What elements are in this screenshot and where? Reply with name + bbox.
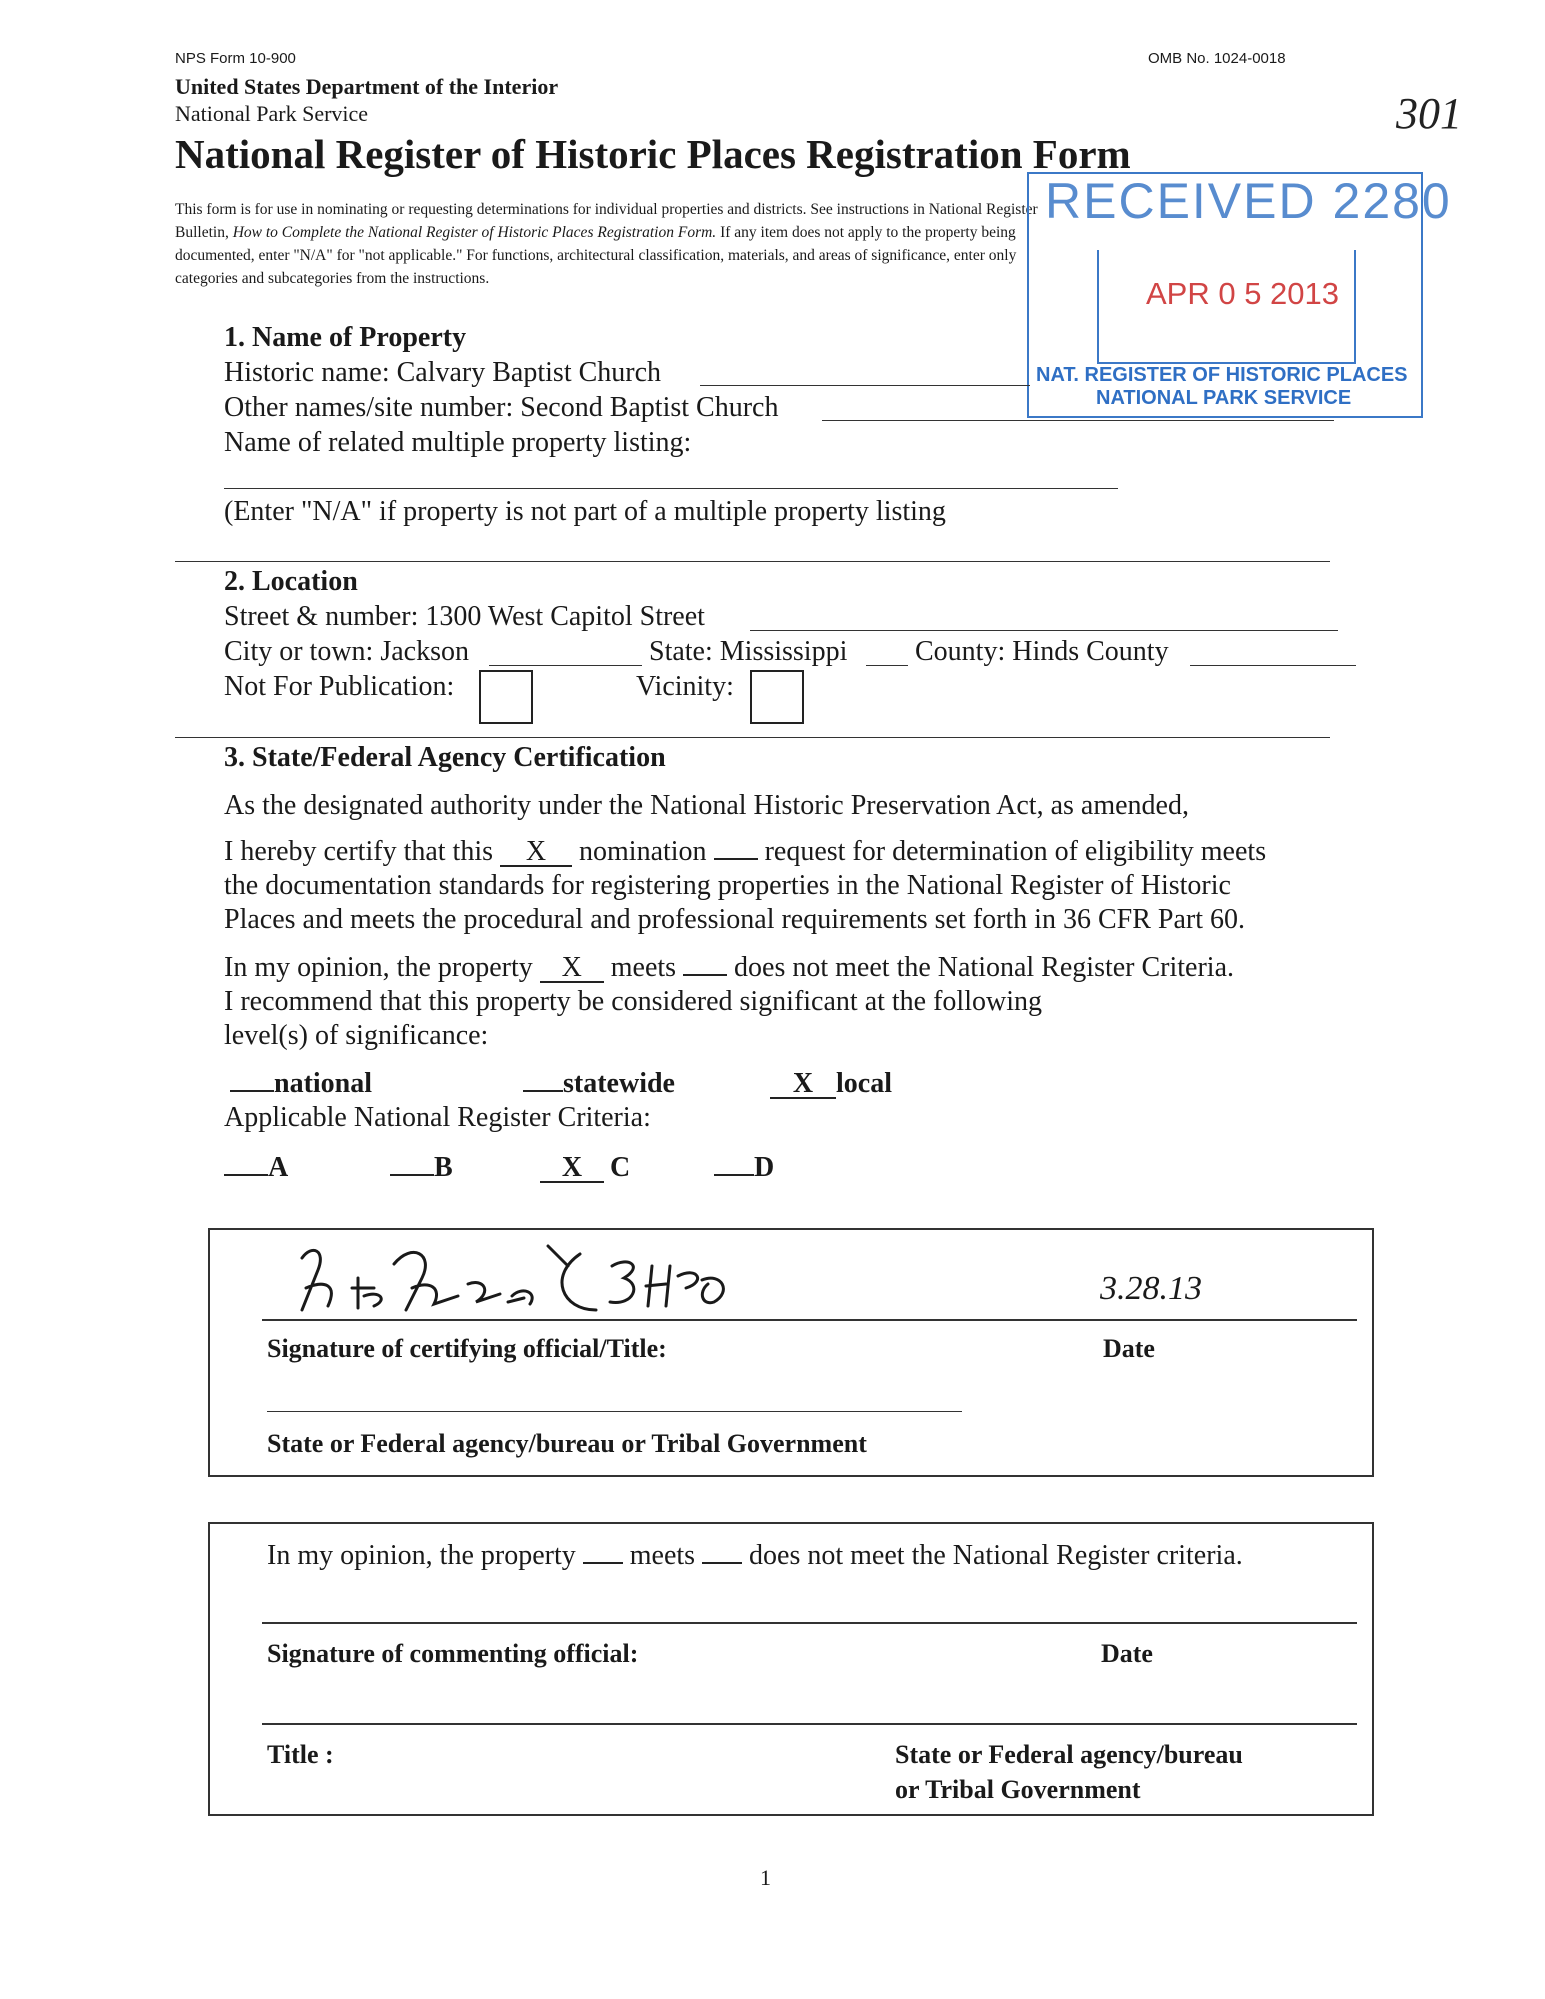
section-divider-2 [175, 737, 1330, 738]
instructions-line-4: categories and subcategories from the instructions. [175, 270, 490, 287]
state-line [866, 665, 908, 666]
cert-signature-label: Signature of certifying official/Title: [267, 1334, 667, 1363]
other-names-line [822, 420, 1334, 421]
city-value[interactable]: Jackson [380, 636, 469, 667]
level-statewide[interactable]: statewide [523, 1068, 675, 1100]
section-3-heading: 3. State/Federal Agency Certification [224, 742, 666, 773]
historic-name-line [700, 385, 1030, 386]
comment-signature-line[interactable] [262, 1622, 1357, 1624]
cert-paragraph-2-line-2: the documentation standards for registering properties in the National Register of Historic [224, 870, 1231, 901]
mpl-label: Name of related multiple property listing: [224, 427, 692, 458]
level-national[interactable]: national [230, 1068, 372, 1100]
stamp-line-1: NAT. REGISTER OF HISTORIC PLACES [1036, 364, 1408, 386]
cert-agency-label: State or Federal agency/bureau or Tribal Government [267, 1429, 867, 1458]
section-divider-1 [175, 561, 1330, 562]
handwritten-page-number: 301 [1396, 89, 1462, 138]
criterion-a[interactable]: A [224, 1152, 288, 1184]
cert-paragraph-2-line-3: Places and meets the procedural and professional requirements set forth in 36 CFR Part 60. [224, 904, 1245, 935]
comment-date-label: Date [1101, 1639, 1153, 1668]
criterion-b[interactable]: B [390, 1152, 453, 1184]
cert-agency-line[interactable] [267, 1411, 962, 1412]
does-not-meet-mark[interactable] [683, 952, 727, 976]
department-name: United States Department of the Interior [175, 74, 559, 99]
cert-paragraph-1: As the designated authority under the National Historic Preservation Act, as amended, [224, 790, 1189, 821]
historic-name-value[interactable]: Calvary Baptist Church [396, 357, 662, 388]
opinion-line-3: level(s) of significance: [224, 1020, 489, 1051]
city-line [489, 665, 642, 666]
service-name: National Park Service [175, 101, 369, 126]
street-line [750, 630, 1338, 631]
comment-meets-mark[interactable] [583, 1540, 623, 1564]
cert-date-label: Date [1103, 1334, 1155, 1363]
instructions-line-2: Bulletin, How to Complete the National Register of Historic Places Registration Form. If any item does not apply to the property being [175, 224, 1016, 241]
omb-number: OMB No. 1024-0018 [1148, 50, 1286, 67]
comment-agency-label-1: State or Federal agency/bureau [895, 1740, 1243, 1769]
instructions-line-1: This form is for use in nominating or requesting determinations for individual properties and districts. See instructions in National Register [175, 201, 1038, 218]
county-line [1190, 665, 1356, 666]
signature-graphic [262, 1236, 782, 1322]
cert-paragraph-2-line-1: I hereby certify that this X nomination request for determination of eligibility meets [224, 836, 1267, 867]
level-local[interactable]: X local [770, 1068, 892, 1100]
state-value[interactable]: Mississippi [719, 636, 848, 667]
vicinity-checkbox[interactable] [750, 670, 804, 724]
form-title: National Register of Historic Places Registration Form [175, 131, 1131, 177]
street-value[interactable]: 1300 West Capitol Street [425, 601, 705, 632]
criterion-d[interactable]: D [714, 1152, 774, 1184]
street-row: Street & number: 1300 West Capitol Street [224, 601, 705, 632]
instructions-line-3: documented, enter "N/A" for "not applicable." For functions, architectural classification, materials, and areas of significance, enter only [175, 247, 1017, 264]
historic-name-row: Historic name: Calvary Baptist Church [224, 357, 662, 388]
cert-signature-line [262, 1319, 1357, 1321]
comment-does-not-meet-mark[interactable] [702, 1540, 742, 1564]
request-mark[interactable] [714, 836, 758, 860]
mpl-value-line[interactable] [224, 488, 1118, 489]
comment-title-label: Title : [267, 1740, 334, 1769]
state-row: State: Mississippi [649, 636, 848, 667]
criterion-c[interactable]: X C [540, 1152, 630, 1184]
nomination-mark[interactable]: X [500, 839, 572, 867]
comment-signature-label: Signature of commenting official: [267, 1639, 639, 1668]
stamp-line-2: NATIONAL PARK SERVICE [1096, 387, 1352, 409]
opinion-line-1: In my opinion, the property X meets does not meet the National Register Criteria. [224, 952, 1235, 983]
city-row: City or town: Jackson [224, 636, 469, 667]
comment-opinion-line: In my opinion, the property meets does not meet the National Register criteria. [267, 1540, 1243, 1571]
other-names-value[interactable]: Second Baptist Church [520, 392, 779, 423]
stamp-date: APR 0 5 2013 [1146, 276, 1340, 311]
meets-mark[interactable]: X [540, 955, 604, 983]
vicinity-label: Vicinity: [636, 671, 734, 702]
form-number: NPS Form 10-900 [175, 50, 296, 67]
county-value[interactable]: Hinds County [1012, 636, 1169, 667]
nfp-label: Not For Publication: [224, 671, 455, 702]
mpl-note: (Enter "N/A" if property is not part of a multiple property listing [224, 496, 946, 527]
criteria-label: Applicable National Register Criteria: [224, 1102, 651, 1133]
section-2-heading: 2. Location [224, 566, 358, 597]
comment-agency-label-2: or Tribal Government [895, 1775, 1141, 1804]
other-names-row: Other names/site number: Second Baptist Church [224, 392, 779, 423]
comment-title-line[interactable] [262, 1723, 1357, 1725]
not-for-publication-checkbox[interactable] [479, 670, 533, 724]
stamp-received-text: RECEIVED 2280 [1045, 173, 1452, 229]
page-number: 1 [760, 1865, 771, 1890]
opinion-line-2: I recommend that this property be considered significant at the following [224, 986, 1042, 1017]
county-row: County: Hinds County [915, 636, 1169, 667]
section-1-heading: 1. Name of Property [224, 322, 467, 353]
signature-date: 3.28.13 [1100, 1270, 1202, 1307]
